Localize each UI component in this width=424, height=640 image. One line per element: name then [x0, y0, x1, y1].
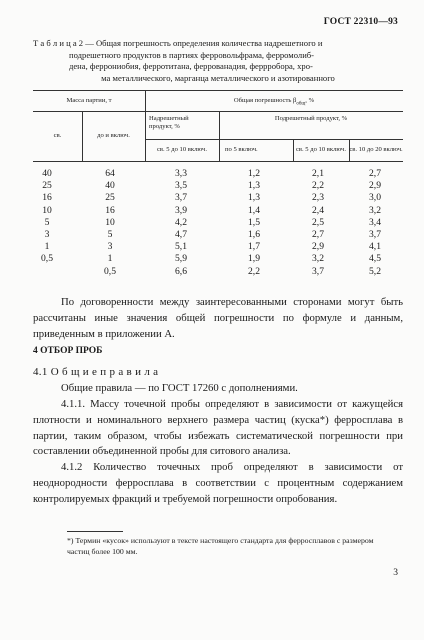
table-cell: 1,6	[248, 229, 260, 240]
table-cell: 4,7	[175, 229, 187, 240]
table-cell: 3,7	[175, 192, 187, 204]
table-cell: 1,5	[248, 216, 260, 228]
table-row	[0, 180, 424, 193]
table-cell: 3,2	[312, 253, 324, 265]
paragraph-4-1-1: 4.1.1. Массу точечной пробы определяют в зависимости от кажущейся плотности и номинального верхнего размера частиц (куска*) ферросплава в партии, таким образом, чтобы избежать систематической погрешности при составлении объединенной пробы для ситового анализа.	[33, 398, 403, 458]
table-cell: 4,1	[369, 241, 381, 253]
paragraph-4-1-2: 4.1.2 Количество точечных проб определяют в зависимости от неоднородности ферросплава в соответствии с процентным содержанием контролируемых фракций и требуемой погрешности опробования.	[33, 461, 403, 505]
table-cell: 1,7	[248, 241, 260, 253]
document-header: ГОСТ 22310—93	[323, 17, 398, 27]
header-over-line: продукт, %	[149, 123, 180, 130]
footnote: *) Термин «кусок» используют в тексте настоящего стандарта для ферросплавов с размером частиц более 100 мм.	[67, 536, 374, 556]
table-cell: 2,5	[312, 216, 324, 228]
header-over	[145, 115, 223, 131]
caption-line: ма металлического, марганца металлического и азотированного	[101, 72, 335, 83]
header-under-range-1: по 5 включ.	[225, 146, 258, 153]
table-cell: 2,9	[312, 241, 324, 253]
table-cell: 2,4	[312, 204, 324, 216]
table-cell: 2,9	[369, 180, 381, 192]
table-cell: 1	[44, 241, 50, 253]
table-row	[0, 253, 424, 266]
table-row	[0, 266, 424, 279]
table-cell: 2,1	[312, 168, 324, 179]
caption-line: подрешетного продуктов в партиях ферровольфрама, ферромолиб-	[69, 49, 315, 60]
table-cell: 16	[42, 192, 52, 204]
table-cell: 25	[42, 180, 52, 192]
table-cell: 16	[105, 204, 115, 216]
table-cell: 0,5	[104, 265, 116, 277]
caption-line: Т а б л и ц а 2 — Общая погрешность определения количества надрешетного и	[33, 38, 323, 48]
table-row	[0, 229, 424, 242]
table-row	[0, 192, 424, 205]
table-cell: 2,7	[312, 229, 324, 240]
table-header-bottom-border	[33, 161, 403, 162]
table-cell: 10	[42, 204, 52, 216]
table-subheader-line	[33, 111, 145, 112]
table-cell: 4,2	[175, 216, 187, 228]
section-heading: 4 ОТБОР ПРОБ	[33, 346, 103, 356]
table-cell: 2,7	[369, 168, 381, 179]
table-cell: 3,7	[312, 265, 324, 277]
table-cell: 3,7	[369, 229, 381, 240]
table-row	[0, 217, 424, 230]
table-subheader-line	[145, 111, 403, 112]
table-cell: 5,9	[175, 253, 187, 265]
table-cell: 5	[107, 229, 113, 240]
table-top-border	[33, 90, 403, 91]
table-cell: 3,9	[175, 204, 187, 216]
table-row	[0, 168, 424, 181]
table-cell: 40	[42, 168, 52, 179]
table-cell: 1,4	[248, 204, 260, 216]
table-subheader-line	[145, 139, 403, 140]
header-error-sub: общ	[296, 101, 306, 107]
header-under-range-3: св. 10 до 20 включ.	[349, 146, 403, 153]
table-cell: 4,5	[369, 253, 381, 265]
table-cell: 3	[44, 229, 50, 240]
header-under-range-2: св. 5 до 10 включ.	[295, 146, 347, 153]
table-cell: 3,2	[369, 204, 381, 216]
table-cell: 3,3	[175, 168, 187, 179]
table-cell: 6,6	[175, 265, 187, 277]
table-cell: 5,1	[175, 241, 187, 253]
table-cell: 1	[107, 253, 113, 265]
paragraph-agreement: По договоренности между заинтересованными сторонами могут быть рассчитаны иные значения общей погрешности по формуле и данным, приведенным в приложении А.	[33, 296, 403, 340]
table-caption	[33, 38, 403, 84]
table-cell: 5	[44, 216, 50, 228]
table-cell: 1,3	[248, 180, 260, 192]
table-cell: 3,0	[369, 192, 381, 204]
caption-line: дена, феррониобия, ферротитана, феррованадия, феррробора, хро-	[69, 61, 313, 72]
table-cell: 64	[105, 168, 115, 179]
header-under: Подрешетный продукт, %	[274, 115, 348, 122]
page-number: 3	[393, 568, 398, 578]
table-cell: 0,5	[41, 253, 53, 265]
header-error-unit: , %	[305, 97, 315, 104]
table-cell: 2,3	[312, 192, 324, 204]
header-over-range: св. 5 до 10 включ.	[156, 146, 208, 153]
table-cell: 3,5	[175, 180, 187, 192]
table-cell: 1,3	[248, 192, 260, 204]
table-row	[0, 205, 424, 218]
table-cell: 3,4	[369, 216, 381, 228]
header-error-base: Общая погрешность β	[233, 97, 297, 104]
header-over-line: Надрешетный	[149, 115, 189, 122]
header-mass: Масса партии, т	[66, 97, 112, 104]
header-to: до и включ.	[97, 132, 130, 139]
paragraph-general-rules: Общие правила — по ГОСТ 17260 с дополнениями.	[61, 382, 298, 394]
table-cell: 1,2	[248, 168, 260, 179]
table-cell: 40	[105, 180, 115, 192]
subsection-heading: 4.1 О б щ и е п р а в и л а	[33, 366, 159, 378]
table-cell: 3	[107, 241, 113, 253]
table-row	[0, 241, 424, 254]
table-cell: 10	[105, 216, 115, 228]
footnote-separator	[67, 531, 123, 532]
table-cell: 25	[105, 192, 115, 204]
table-cell: 1,9	[248, 253, 260, 265]
table-cell: 5,2	[369, 265, 381, 277]
header-from: св.	[53, 132, 62, 139]
header-error	[145, 97, 403, 108]
table-cell: 2,2	[312, 180, 324, 192]
table-cell: 2,2	[248, 265, 260, 277]
